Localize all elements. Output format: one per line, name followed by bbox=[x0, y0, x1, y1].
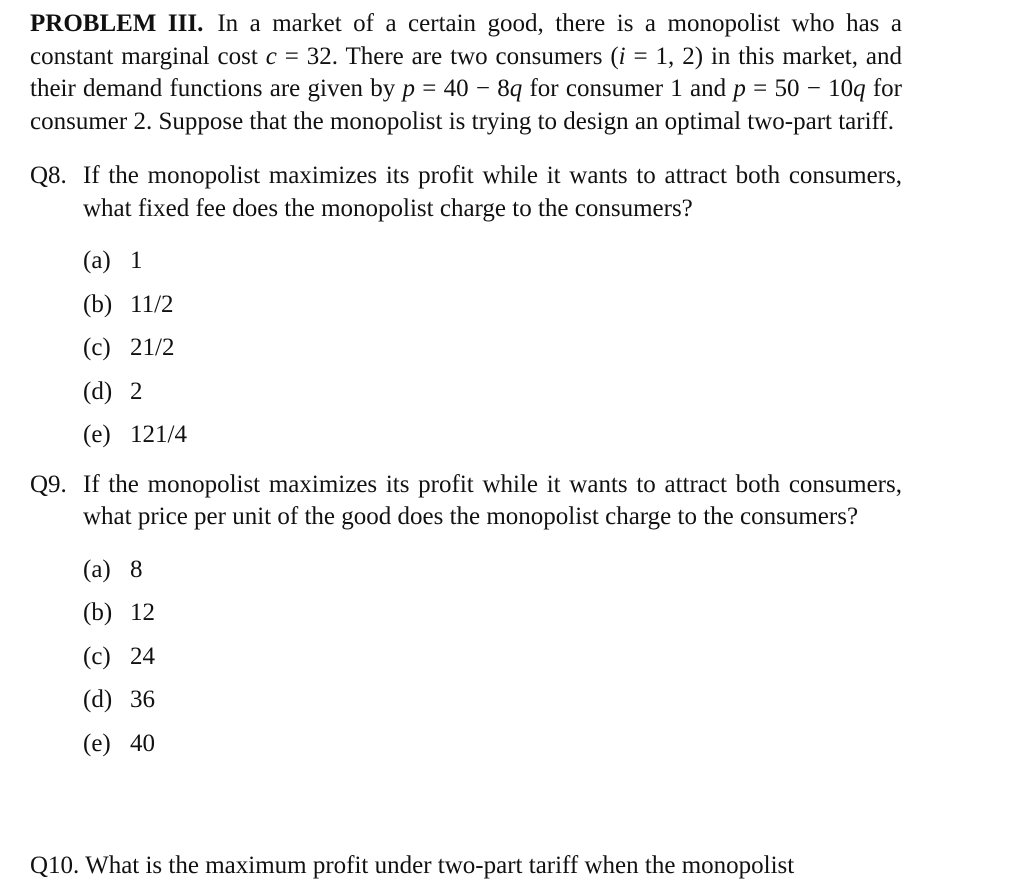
problem-text: = 1, 2) in this market, and their demand functions are given by bbox=[30, 42, 902, 102]
problem-heading: PROBLEM III. bbox=[30, 10, 204, 37]
option-tag: (d) bbox=[83, 686, 113, 713]
option-value: 11/2 bbox=[130, 290, 174, 318]
option-tag: (e) bbox=[83, 729, 111, 757]
answer-option[interactable] bbox=[83, 326, 902, 370]
problem-text: for consumer 1 and bbox=[522, 75, 734, 102]
answer-option[interactable] bbox=[83, 591, 902, 635]
option-tag: (a) bbox=[83, 555, 111, 583]
option-value: 2 bbox=[130, 377, 143, 405]
question-q10-cutoff: Q10. What is the maximum profit under two-part tariff when the monopolist bbox=[30, 852, 795, 879]
option-tag: (c) bbox=[83, 334, 111, 361]
math-var: p bbox=[402, 75, 416, 102]
question-text: If the monopolist maximizes its profit while it wants to attract both consumers, what price per unit of the good does the monopolist charge to the consumers? bbox=[83, 470, 902, 530]
question-q9 bbox=[30, 469, 902, 534]
problem-text: = 50 − 10 bbox=[745, 75, 854, 102]
answer-option[interactable] bbox=[83, 722, 902, 766]
answer-option[interactable] bbox=[83, 239, 902, 283]
option-tag: (e) bbox=[83, 421, 111, 448]
answer-option[interactable] bbox=[83, 283, 902, 327]
option-tag: (c) bbox=[83, 642, 111, 670]
option-tag: (b) bbox=[83, 290, 113, 318]
answer-option[interactable] bbox=[83, 413, 902, 457]
option-value: 1 bbox=[130, 247, 143, 274]
answer-option[interactable] bbox=[83, 635, 902, 679]
question-text: If the monopolist maximizes its profit while it wants to attract both consumers, what fixed fee does the monopolist charge to the consumers? bbox=[83, 162, 902, 222]
problem-statement bbox=[30, 8, 902, 138]
answer-options-q9 bbox=[83, 548, 902, 766]
math-var: q bbox=[853, 75, 866, 102]
option-value: 121/4 bbox=[130, 421, 187, 448]
answer-option[interactable] bbox=[83, 370, 902, 414]
option-tag: (a) bbox=[83, 247, 111, 274]
option-value: 8 bbox=[130, 555, 143, 583]
answer-options-q8 bbox=[83, 239, 902, 457]
question-number: Q9. bbox=[30, 470, 67, 498]
math-var: p bbox=[733, 75, 746, 102]
option-value: 21/2 bbox=[130, 334, 175, 361]
math-var: i bbox=[618, 42, 626, 70]
question-q8 bbox=[30, 160, 902, 225]
option-value: 12 bbox=[130, 599, 155, 626]
option-value: 36 bbox=[130, 686, 155, 713]
math-var: c bbox=[265, 42, 277, 70]
answer-option[interactable] bbox=[83, 678, 902, 722]
math-var: q bbox=[509, 75, 523, 102]
problem-text: for consumer 2. Suppose that the monopolist is trying to design an optimal two-part tariff. bbox=[30, 75, 902, 135]
question-number: Q8. bbox=[30, 162, 67, 189]
problem-text: = 40 − 8 bbox=[415, 75, 510, 102]
problem-text: = 32. There are two consumers ( bbox=[276, 42, 619, 70]
answer-option[interactable] bbox=[83, 548, 902, 592]
option-value: 40 bbox=[130, 729, 155, 757]
problem-text: In a market of a certain good, there is a monopolist who has a constant marginal cost bbox=[30, 10, 902, 70]
option-value: 24 bbox=[130, 642, 155, 670]
problem-page bbox=[30, 8, 902, 765]
option-tag: (d) bbox=[83, 377, 113, 405]
option-tag: (b) bbox=[83, 599, 113, 626]
